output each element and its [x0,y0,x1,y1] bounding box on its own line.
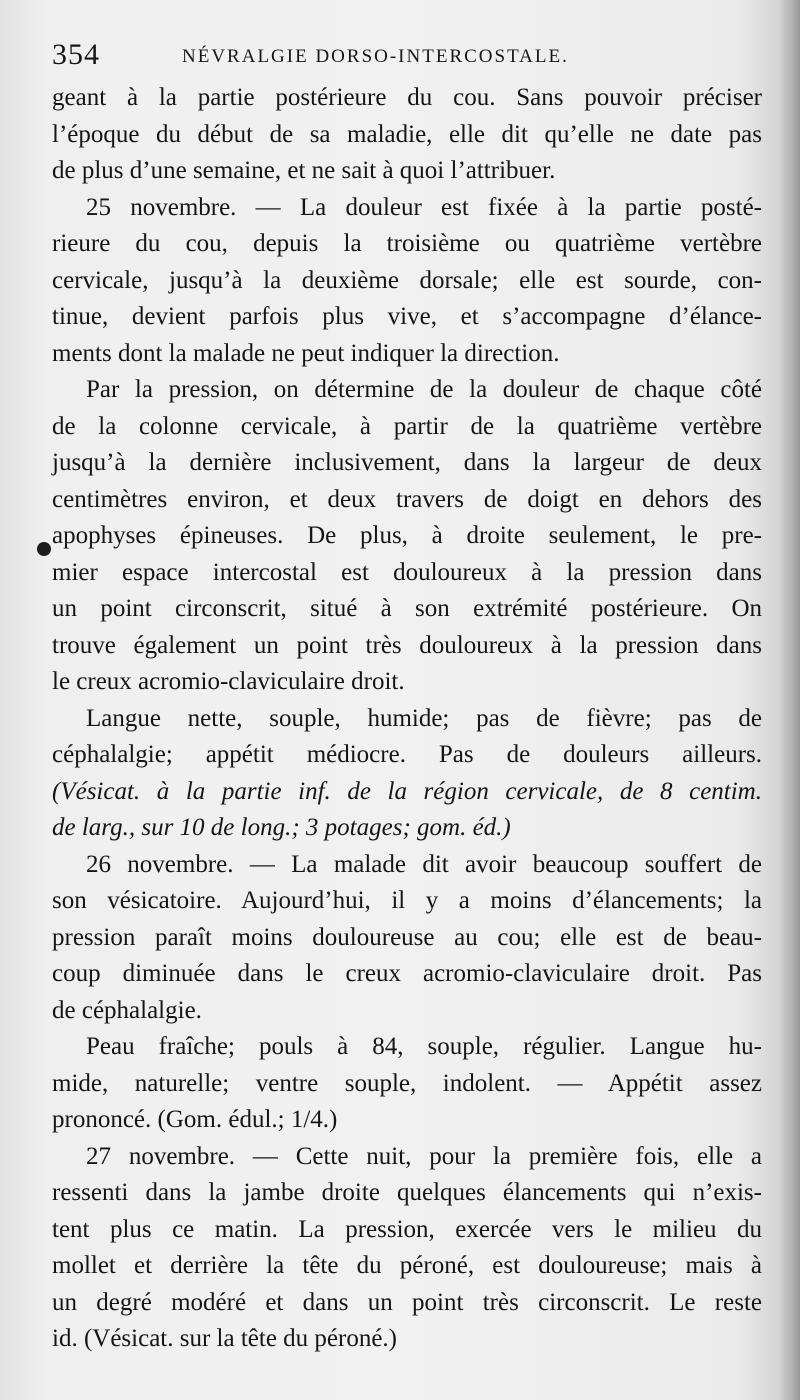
text-line: Par la pression, on détermine de la douleur de chaque côté [86,376,762,403]
body-text [52,80,762,1358]
text-line: mide, naturelle; ventre souple, indolent. — Appétit assez [52,1069,762,1097]
text-line: 27 novembre. — Cette nuit, pour la première fois, elle a [86,1142,762,1170]
text-line: le creux acromio-claviculaire droit. [52,668,405,695]
text-line: Peau fraîche; pouls à 84, souple, régulier. Langue hu- [86,1033,762,1060]
text-line: apophyses épineuses. De plus, à droite seulement, le pre- [52,522,762,549]
text-line: (Vésicat. à la partie inf. de la région cervicale, de 8 centim. [52,777,762,805]
text-line: 26 novembre. — La malade dit avoir beaucoup souffert de [86,850,762,878]
running-title: NÉVRALGIE DORSO-INTERCOSTALE. [182,46,569,67]
text-line: de larg., sur 10 de long.; 3 potages; gom. éd.) [52,814,511,841]
text-line: un degré modéré et dans un point très circonscrit. Le reste [52,1288,762,1316]
text-line: jusqu’à la dernière inclusivement, dans la largeur de deux [52,449,762,476]
text-line: centimètres environ, et deux travers de doigt en dehors des [52,485,762,513]
text-line: mier espace intercostal est douloureux à la pression dans [52,558,762,586]
text-line: tinue, devient parfois plus vive, et s’accompagne d’élance- [52,303,762,330]
text-line: tent plus ce matin. La pression, exercée vers le milieu du [52,1215,762,1243]
text-line: geant à la partie postérieure du cou. Sans pouvoir préciser [52,84,762,111]
text-line: ments dont la malade ne peut indiquer la direction. [52,339,560,367]
text-line: coup diminuée dans le creux acromio-claviculaire droit. Pas [52,960,762,987]
text-line: 25 novembre. — La douleur est fixée à la partie posté- [86,193,762,221]
page-number: 354 [52,38,100,71]
margin-dot [37,542,51,556]
text-line: prononcé. (Gom. édul.; 1/4.) [52,1106,338,1133]
page-header [52,38,762,80]
text-line: son vésicatoire. Aujourd’hui, il y a moins d’élancements; la [52,887,762,914]
text-line: l’époque du début de sa maladie, elle dit qu’elle ne date pas [52,120,762,148]
text-line: de plus d’une semaine, et ne sait à quoi l’attribuer. [52,157,556,184]
text-line: trouve également un point très douloureux à la pression dans [52,631,762,659]
text-line: pression paraît moins douloureuse au cou; elle est de beau- [52,923,762,951]
text-line: id. (Vésicat. sur la tête du péroné.) [52,1325,398,1352]
text-line: de céphalalgie. [52,996,202,1024]
text-line: un point circonscrit, situé à son extrémité postérieure. On [52,595,762,622]
text-line: mollet et derrière la tête du péroné, est douloureuse; mais à [52,1252,762,1279]
page-edge-shadow [778,0,800,1400]
text-line: cervicale, jusqu’à la deuxième dorsale; elle est sourde, con- [52,266,762,294]
text-line: céphalalgie; appétit médiocre. Pas de douleurs ailleurs. [52,741,762,768]
text-line: Langue nette, souple, humide; pas de fièvre; pas de [86,704,762,732]
text-line: de la colonne cervicale, à partir de la quatrième vertèbre [52,412,762,440]
text-line: rieure du cou, depuis la troisième ou quatrième vertèbre [52,230,762,257]
text-line: ressenti dans la jambe droite quelques élancements qui n’exis- [52,1179,762,1206]
